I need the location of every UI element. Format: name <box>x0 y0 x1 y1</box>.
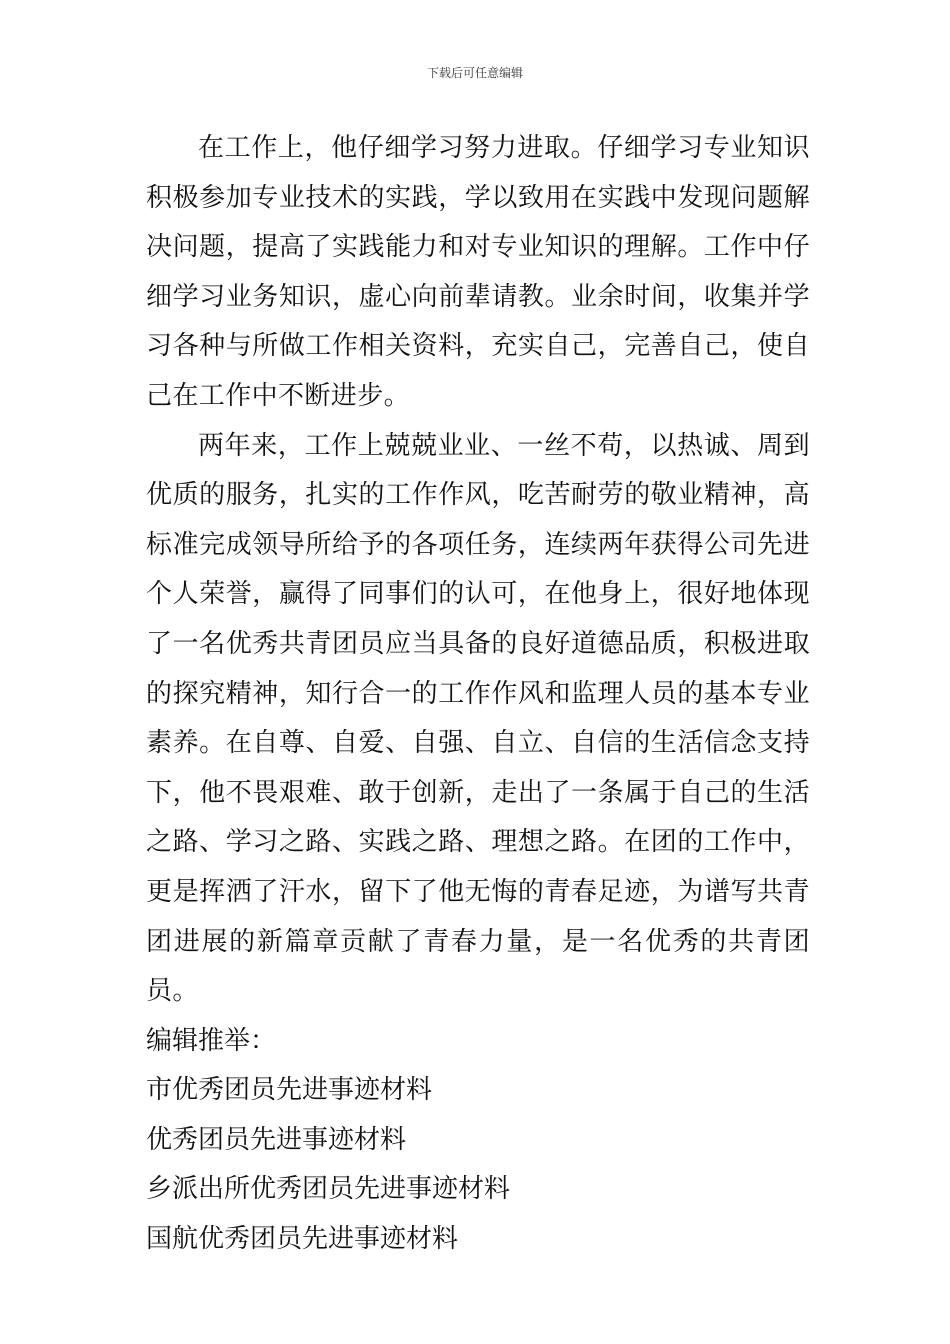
paragraph-work: 在工作上，他仔细学习努力进取。仔细学习专业知识积极参加专业技术的实践，学以致用在实践中发现问题解决问题，提高了实践能力和对专业知识的理解。工作中仔细学习业务知识，虚心向前辈请教。业余时间，收集并学习各种与所做工作相关资料，充实自己，完善自己，使自己在工作中不断进步。 <box>146 133 810 411</box>
page-header: 下载后可任意编辑 <box>426 66 523 80</box>
recommend-link-2[interactable]: 优秀团员先进事迹材料 <box>146 1124 407 1155</box>
recommend-link-4[interactable]: 国航优秀团员先进事迹材料 <box>146 1224 459 1255</box>
paragraph-achievements: 两年来，工作上兢兢业业、一丝不苟，以热诚、周到优质的服务，扎实的工作作风，吃苦耐劳的敬业精神，高标准完成领导所给予的各项任务，连续两年获得公司先进个人荣誉，赢得了同事们的认可，在他身上，很好地体现了一名优秀共青团员应当具备的良好道德品质，积极进取的探究精神，知行合一的工作作风和监理人员的基本专业素养。在自尊、自爱、自强、自立、自信的生活信念支持下，他不畏艰难、敢于创新，走出了一条属于自己的生活之路、学习之路、实践之路、理想之路。在团的工作中，更是挥洒了汗水，留下了他无悔的青春足迹，为谱写共青团进展的新篇章贡献了青春力量，是一名优秀的共青团员。 <box>146 430 810 1007</box>
document-body <box>146 124 810 1265</box>
recommend-link-1[interactable]: 市优秀团员先进事迹材料 <box>146 1075 433 1106</box>
recommend-link-3[interactable]: 乡派出所优秀团员先进事迹材料 <box>146 1174 511 1205</box>
recommend-label: 编辑推举： <box>146 1025 277 1056</box>
